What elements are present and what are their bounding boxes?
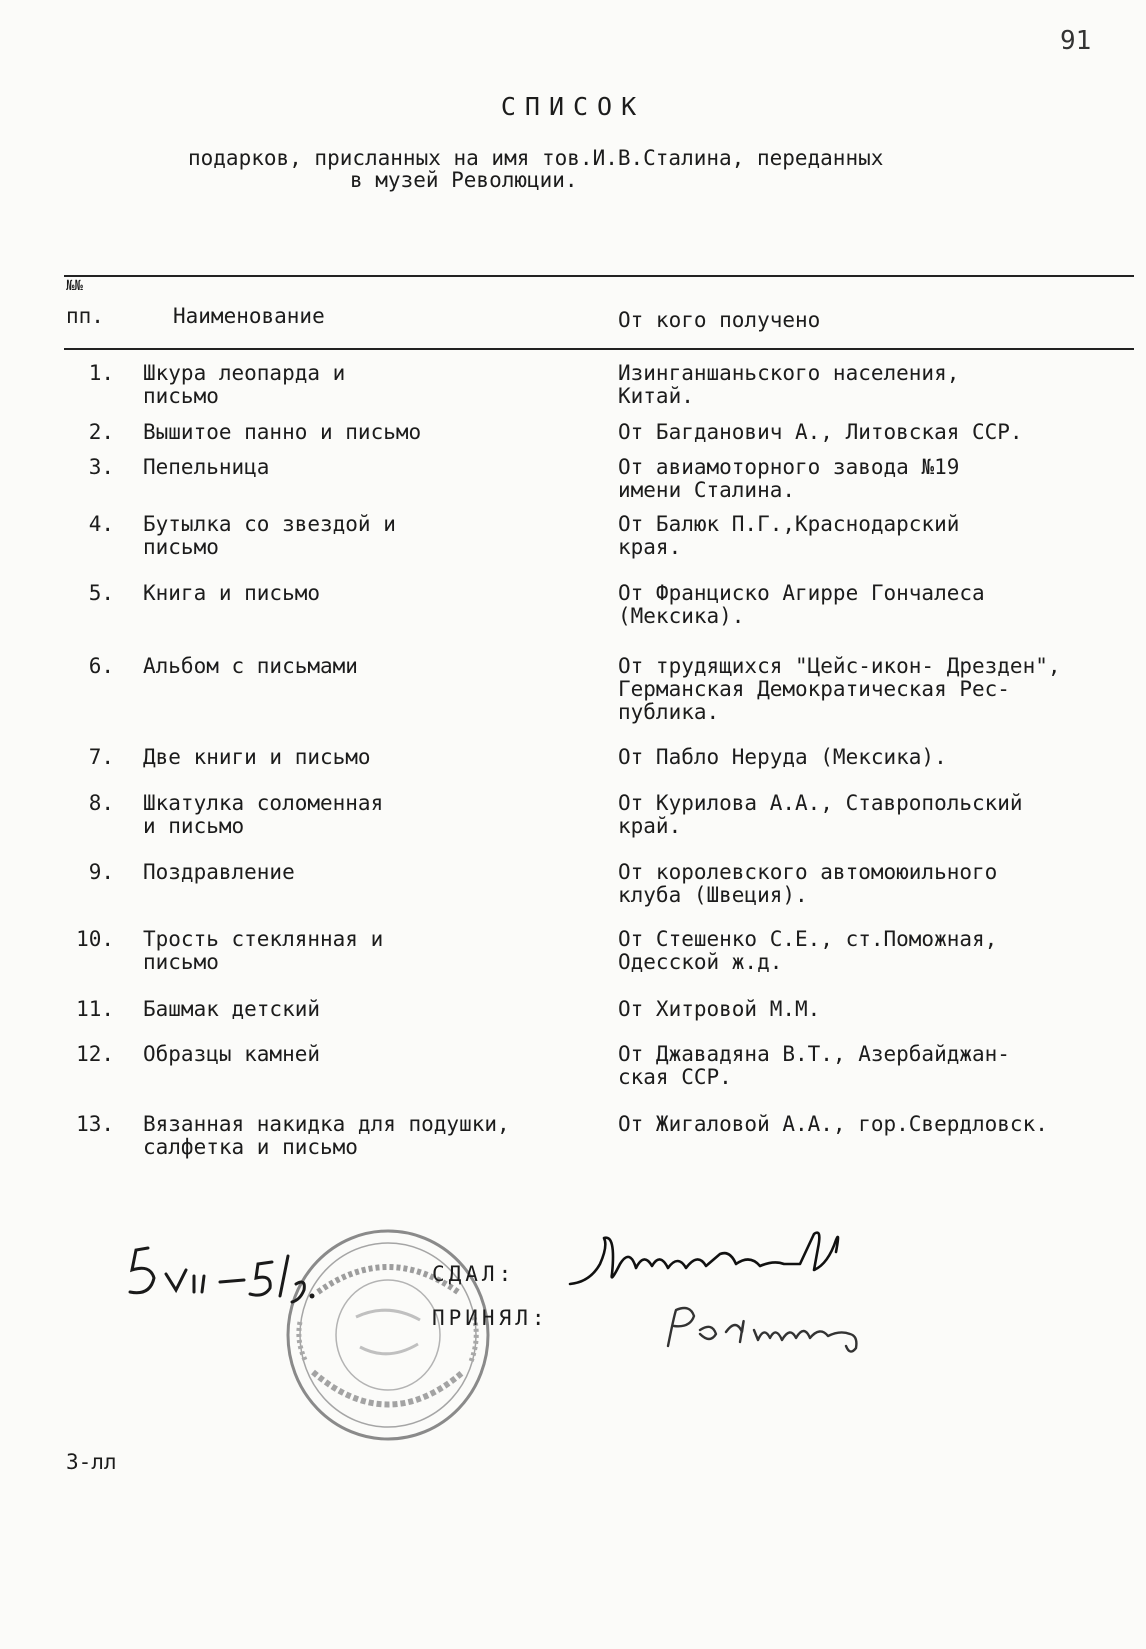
row-from: От Балюк П.Г.,Краснодарский края. [618,512,960,559]
row-item-name: Книга и письмо [143,581,321,605]
sheet-count: 3-лл [66,1450,117,1474]
column-header-number-top: №№ [66,278,83,294]
row-number: 12. [76,1042,114,1066]
row-number: 7. [88,745,114,769]
document-subtitle-line2: в музей Революции. [350,168,578,192]
row-from: От Стешенко С.Е., ст.Поможная, Одесской ж.д. [618,927,998,974]
row-number: 13. [76,1112,114,1136]
row-number: 9. [88,860,114,884]
page-number: 91 [1060,26,1092,56]
row-number: 6. [88,654,114,678]
row-from: От авиамоторного завода №19 имени Сталина. [618,455,960,502]
row-item-name: Башмак детский [143,997,321,1021]
handwritten-date [120,1240,340,1304]
row-item-name: Вязанная накидка для подушки, салфетка и письмо [143,1112,510,1159]
row-from: От Франциско Агирре Гончалеса (Мексика). [618,581,985,628]
row-item-name: Образцы камней [143,1042,321,1066]
row-item-name: Вышитое панно и письмо [143,420,422,444]
handed-over-signature [560,1224,870,1294]
row-item-name: Пепельница [143,455,270,479]
row-number: 10. [76,927,114,951]
row-item-name: Шкура леопарда и письмо [143,361,346,408]
row-from: Изинганшаньского населения, Китай. [618,361,960,408]
row-number: 11. [76,997,114,1021]
column-header-name: Наименование [173,304,325,328]
row-item-name: Шкатулка соломенная и письмо [143,791,384,838]
row-item-name: Поздравление [143,860,295,884]
column-header-number: пп. [66,304,104,328]
table-top-rule [64,275,1134,277]
table-header-rule [64,348,1134,350]
column-header-from: От кого получено [618,308,821,332]
received-signature [660,1296,890,1356]
row-number: 5. [88,581,114,605]
row-item-name: Бутылка со звездой и письмо [143,512,396,559]
row-from: От королевского автомоюильного клуба (Швеция). [618,860,998,907]
row-from: От Багданович А., Литовская ССР. [618,420,1023,444]
row-number: 3. [88,455,114,479]
row-from: От Жигаловой А.А., гор.Свердловск. [618,1112,1048,1136]
row-number: 4. [88,512,114,536]
row-from: От Джавадяна В.Т., Азербайджан- ская ССР. [618,1042,1010,1089]
row-number: 8. [88,791,114,815]
row-from: От трудящихся "Цейс-икон- Дрезден", Германская Демократическая Рес- публика. [618,654,1061,724]
received-label: ПРИНЯЛ: [432,1306,549,1330]
row-item-name: Альбом с письмами [143,654,358,678]
document-subtitle-line1: подарков, присланных на имя тов.И.В.Сталина, переданных [188,146,884,170]
row-number: 2. [88,420,114,444]
handed-over-label: СДАЛ: [432,1262,516,1286]
row-from: От Пабло Неруда (Мексика). [618,745,947,769]
document-title: СПИСОК [500,92,646,121]
row-number: 1. [88,361,114,385]
row-from: От Курилова А.А., Ставропольский край. [618,791,1023,838]
row-from: От Хитровой М.М. [618,997,821,1021]
row-item-name: Две книги и письмо [143,745,371,769]
row-item-name: Трость стеклянная и письмо [143,927,384,974]
